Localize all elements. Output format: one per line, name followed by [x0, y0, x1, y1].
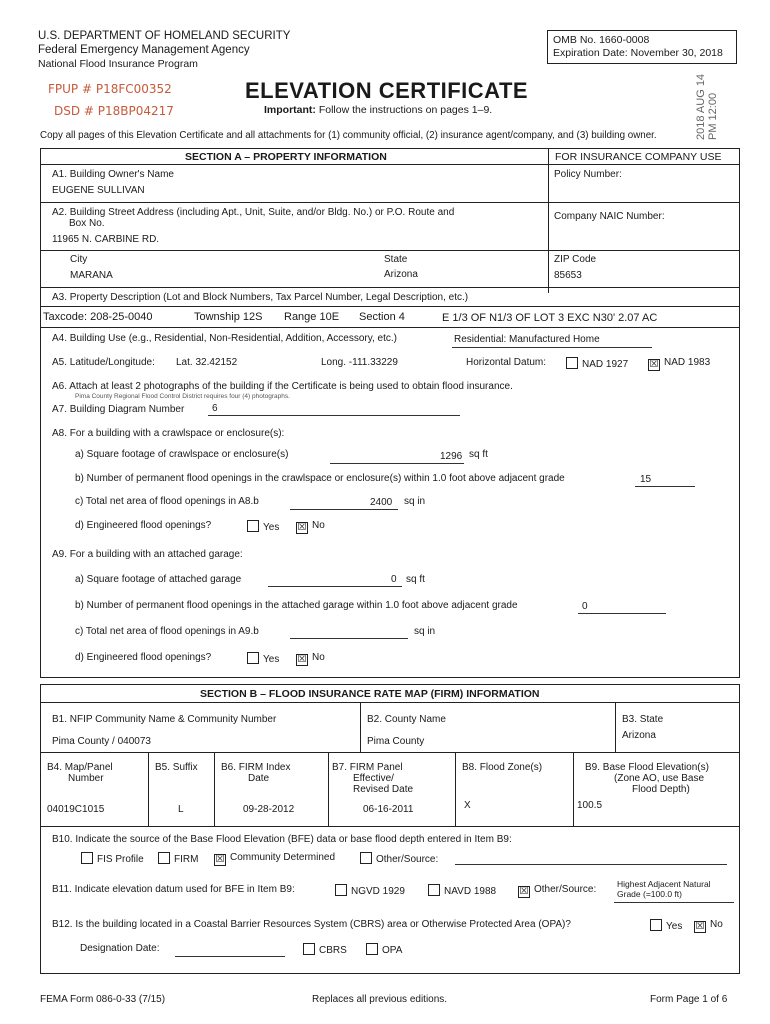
b11-ngvd-option[interactable]: NGVD 1929	[335, 884, 405, 897]
a5-longitude[interactable]: Long. -111.33229	[321, 357, 398, 368]
a5-label: A5. Latitude/Longitude:	[52, 357, 155, 368]
b4-label-cont: Number	[68, 773, 104, 784]
b8-flood-zone[interactable]: X	[464, 800, 471, 811]
divider	[40, 287, 739, 288]
a8a-underline	[330, 463, 464, 464]
b11-navd-option[interactable]: NAVD 1988	[428, 884, 496, 897]
b7-label-cont2: Revised Date	[353, 784, 414, 795]
a9-label: A9. For a building with an attached garage:	[52, 549, 243, 560]
b7-label-cont: Effective/	[353, 773, 394, 784]
a8a-value[interactable]: 1296	[440, 451, 463, 462]
opa-checkbox[interactable]	[366, 943, 378, 955]
b11-other-option[interactable]: ☒ Other/Source:	[519, 884, 597, 897]
b10-other-option[interactable]: Other/Source:	[360, 852, 438, 865]
b1-community[interactable]: Pima County / 040073	[52, 736, 151, 747]
cbrs-checkbox[interactable]	[303, 943, 315, 955]
zip-value[interactable]: 85653	[554, 270, 582, 281]
a9d-yes-checkbox[interactable]	[247, 652, 259, 664]
divider	[548, 148, 549, 293]
b9-base-flood-elevation[interactable]: 100.5	[577, 800, 603, 811]
section-b-box	[40, 684, 740, 974]
b12-no-option[interactable]: ☒ No	[695, 919, 723, 932]
b10-community-option[interactable]: ☒ Community Determined	[215, 852, 336, 865]
page-number: Form Page 1 of 6	[650, 994, 728, 1005]
b2-label: B2. County Name	[367, 714, 446, 725]
a8d-yes-checkbox[interactable]	[247, 520, 259, 532]
a8a-unit: sq ft	[469, 449, 488, 460]
state-label: State	[384, 254, 408, 265]
a9a-underline	[268, 586, 402, 587]
nad1983-checkbox[interactable]: ☒	[649, 359, 659, 370]
a8d-no-checkbox[interactable]: ☒	[297, 522, 307, 533]
a4-underline	[452, 347, 652, 348]
b7-label: B7. FIRM Panel	[332, 762, 403, 773]
a9c-unit: sq in	[414, 626, 436, 637]
a8c-label: c) Total net area of flood openings in A8.b	[75, 496, 259, 507]
b10-fis-checkbox[interactable]	[81, 852, 93, 864]
received-stamp: 2018 AUG 14 PM 12:00	[695, 73, 719, 140]
cbrs-option[interactable]: CBRS	[303, 943, 347, 956]
a9b-label: b) Number of permanent flood openings in the attached garage within 1.0 foot above adjacent grade	[75, 600, 518, 611]
divider	[40, 327, 739, 328]
a9d-label: d) Engineered flood openings?	[75, 652, 212, 663]
a2-label-cont: Box No.	[69, 218, 105, 229]
a5-latitude[interactable]: Lat. 32.42152	[176, 357, 238, 368]
a8c-unit: sq in	[404, 496, 426, 507]
a8d-yes-option[interactable]: Yes	[247, 520, 279, 533]
a9b-value[interactable]: 0	[582, 601, 588, 612]
b12-yes-option[interactable]: Yes	[650, 919, 682, 932]
b9-label-cont: (Zone AO, use Base	[614, 773, 705, 784]
a8c-value[interactable]: 2400	[370, 497, 393, 508]
a9a-unit: sq ft	[406, 574, 425, 585]
b6-label-cont: Date	[248, 773, 270, 784]
b7-firm-panel-date[interactable]: 06-16-2011	[363, 804, 414, 815]
a9d-yes-option[interactable]: Yes	[247, 652, 279, 665]
section-b-title: SECTION B – FLOOD INSURANCE RATE MAP (FIRM) INFORMATION	[200, 688, 540, 700]
policy-number-label: Policy Number:	[554, 169, 622, 180]
insurance-use-header: FOR INSURANCE COMPANY USE	[555, 151, 722, 163]
b3-state[interactable]: Arizona	[622, 730, 656, 741]
divider	[573, 752, 574, 826]
a9a-label: a) Square footage of attached garage	[75, 574, 242, 585]
b10-firm-option[interactable]: FIRM	[158, 852, 198, 865]
b5-label: B5. Suffix	[155, 762, 198, 773]
nad1927-checkbox[interactable]	[566, 357, 578, 369]
b11-ngvd-checkbox[interactable]	[335, 884, 347, 896]
zip-label: ZIP Code	[554, 254, 597, 265]
b3-label: B3. State	[622, 714, 664, 725]
divider	[214, 752, 215, 826]
section-a-title: SECTION A – PROPERTY INFORMATION	[185, 151, 387, 163]
a7-diagram-number[interactable]: 6	[212, 403, 218, 414]
b6-label: B6. FIRM Index	[221, 762, 291, 773]
b10-label: B10. Indicate the source of the Base Flood Elevation (BFE) data or base flood depth entered in Item B9:	[52, 834, 512, 845]
form-id: FEMA Form 086-0-33 (7/15)	[40, 994, 166, 1005]
a8a-label: a) Square footage of crawlspace or enclosure(s)	[75, 449, 289, 460]
omb-number: OMB No. 1660-0008	[553, 34, 650, 46]
a8b-label: b) Number of permanent flood openings in the crawlspace or enclosure(s) within 1.0 foot above adjacent grade	[75, 473, 565, 484]
replaces-note: Replaces all previous editions.	[312, 994, 448, 1005]
b12-label: B12. Is the building located in a Coastal Barrier Resources System (CBRS) area or Otherwise Protected Area (OPA)?	[52, 919, 571, 930]
a3-taxcode[interactable]: Taxcode: 208-25-0040	[43, 311, 153, 323]
a3-label: A3. Property Description (Lot and Block Numbers, Tax Parcel Number, Legal Description, etc.)	[52, 292, 469, 303]
dsd-number: DSD # P18BP04217	[54, 104, 174, 118]
fpup-number: FPUP # P18FC00352	[48, 82, 172, 96]
a3-township[interactable]: Township 12S	[194, 311, 263, 323]
agency-line-3: National Flood Insurance Program	[38, 58, 198, 70]
divider	[40, 202, 739, 203]
a3-range[interactable]: Range 10E	[284, 311, 340, 323]
a2-label: A2. Building Street Address (including Apt., Unit, Suite, and/or Bldg. No.) or P.O. Route and	[52, 207, 455, 218]
b10-other-underline[interactable]	[455, 864, 727, 865]
a7-underline	[208, 415, 460, 416]
a2-street-address[interactable]: 11965 N. CARBINE RD.	[52, 234, 160, 245]
a8b-value[interactable]: 15	[640, 474, 652, 485]
divider	[40, 306, 739, 307]
a9d-no-option[interactable]: ☒ No	[297, 652, 325, 665]
a9a-value[interactable]: 0	[391, 574, 397, 585]
b11-other-checkbox[interactable]: ☒	[519, 886, 529, 897]
divider	[360, 702, 361, 752]
b10-other-checkbox[interactable]	[360, 852, 372, 864]
divider	[615, 702, 616, 752]
b11-other-source[interactable]: Highest Adjacent Natural Grade (=100.0 ft)	[617, 879, 711, 899]
a8b-underline	[635, 486, 695, 487]
a8d-label: d) Engineered flood openings?	[75, 520, 212, 531]
divider	[40, 826, 739, 827]
a3-section[interactable]: Section 4	[359, 311, 405, 323]
b5-suffix[interactable]: L	[178, 804, 184, 815]
agency-line-2: Federal Emergency Management Agency	[38, 44, 250, 56]
b6-firm-index-date[interactable]: 09-28-2012	[243, 804, 295, 815]
city-label: City	[70, 254, 88, 265]
a5-datum-label: Horizontal Datum:	[466, 357, 547, 368]
divider	[455, 752, 456, 826]
state-value[interactable]: Arizona	[384, 269, 418, 280]
divider	[148, 752, 149, 826]
a9d-no-checkbox[interactable]: ☒	[297, 654, 307, 665]
a4-label: A4. Building Use (e.g., Residential, Non-Residential, Addition, Accessory, etc.)	[52, 333, 397, 344]
divider	[40, 250, 739, 251]
a7-label: A7. Building Diagram Number	[52, 404, 185, 415]
b1-label: B1. NFIP Community Name & Community Number	[52, 714, 277, 725]
naic-number-label: Company NAIC Number:	[554, 211, 665, 222]
opa-option[interactable]: OPA	[366, 943, 402, 956]
a3-legal-description[interactable]: E 1/3 OF N1/3 OF LOT 3 EXC N30' 2.07 AC	[442, 312, 658, 324]
b10-fis-option[interactable]: FIS Profile	[81, 852, 144, 865]
designation-date-label: Designation Date:	[80, 943, 160, 954]
city-value[interactable]: MARANA	[70, 270, 113, 281]
a6-note: Pima County Regional Flood Control District requires four (4) photographs.	[75, 393, 290, 400]
a6-label: A6. Attach at least 2 photographs of the building if the Certificate is being used to obtain flood insurance.	[52, 381, 513, 392]
b9-label-cont2: Flood Depth)	[632, 784, 690, 795]
nad1927-option[interactable]: NAD 1927	[566, 357, 628, 370]
important-note: Important: Follow the instructions on pages 1–9.	[264, 104, 493, 116]
omb-box	[547, 30, 737, 64]
a9b-underline	[578, 613, 666, 614]
a1-label: A1. Building Owner's Name	[52, 169, 174, 180]
divider	[40, 702, 739, 703]
b8-label: B8. Flood Zone(s)	[462, 762, 543, 773]
divider	[328, 752, 329, 826]
b4-map-panel[interactable]: 04019C1015	[47, 804, 105, 815]
b12-yes-checkbox[interactable]	[650, 919, 662, 931]
divider	[40, 752, 739, 753]
copy-note: Copy all pages of this Elevation Certificate and all attachments for (1) community official, (2) insurance agent/company, and (3) building owner.	[40, 130, 657, 141]
a8-label: A8. For a building with a crawlspace or enclosure(s):	[52, 428, 285, 439]
agency-line-1: U.S. DEPARTMENT OF HOMELAND SECURITY	[38, 30, 291, 42]
b10-community-checkbox[interactable]: ☒	[215, 854, 225, 865]
a8d-no-option[interactable]: ☒ No	[297, 520, 325, 533]
a1-owner-name[interactable]: EUGENE SULLIVAN	[52, 185, 145, 196]
b10-firm-checkbox[interactable]	[158, 852, 170, 864]
form-title: ELEVATION CERTIFICATE	[245, 78, 529, 103]
designation-date-field[interactable]	[175, 956, 285, 957]
expiration-date: Expiration Date: November 30, 2018	[553, 47, 723, 59]
a4-building-use[interactable]: Residential: Manufactured Home	[454, 334, 600, 345]
b2-county[interactable]: Pima County	[367, 736, 425, 747]
b11-label: B11. Indicate elevation datum used for BFE in Item B9:	[52, 884, 295, 895]
divider	[40, 164, 739, 165]
a9c-label: c) Total net area of flood openings in A9.b	[75, 626, 259, 637]
nad1983-option[interactable]: ☒ NAD 1983	[649, 357, 711, 370]
b4-label: B4. Map/Panel	[47, 762, 113, 773]
b11-other-underline	[614, 902, 734, 903]
a9c-underline[interactable]	[290, 638, 408, 639]
a8c-underline	[290, 509, 398, 510]
b9-label: B9. Base Flood Elevation(s)	[585, 762, 709, 773]
b12-no-checkbox[interactable]: ☒	[695, 921, 705, 932]
b11-navd-checkbox[interactable]	[428, 884, 440, 896]
